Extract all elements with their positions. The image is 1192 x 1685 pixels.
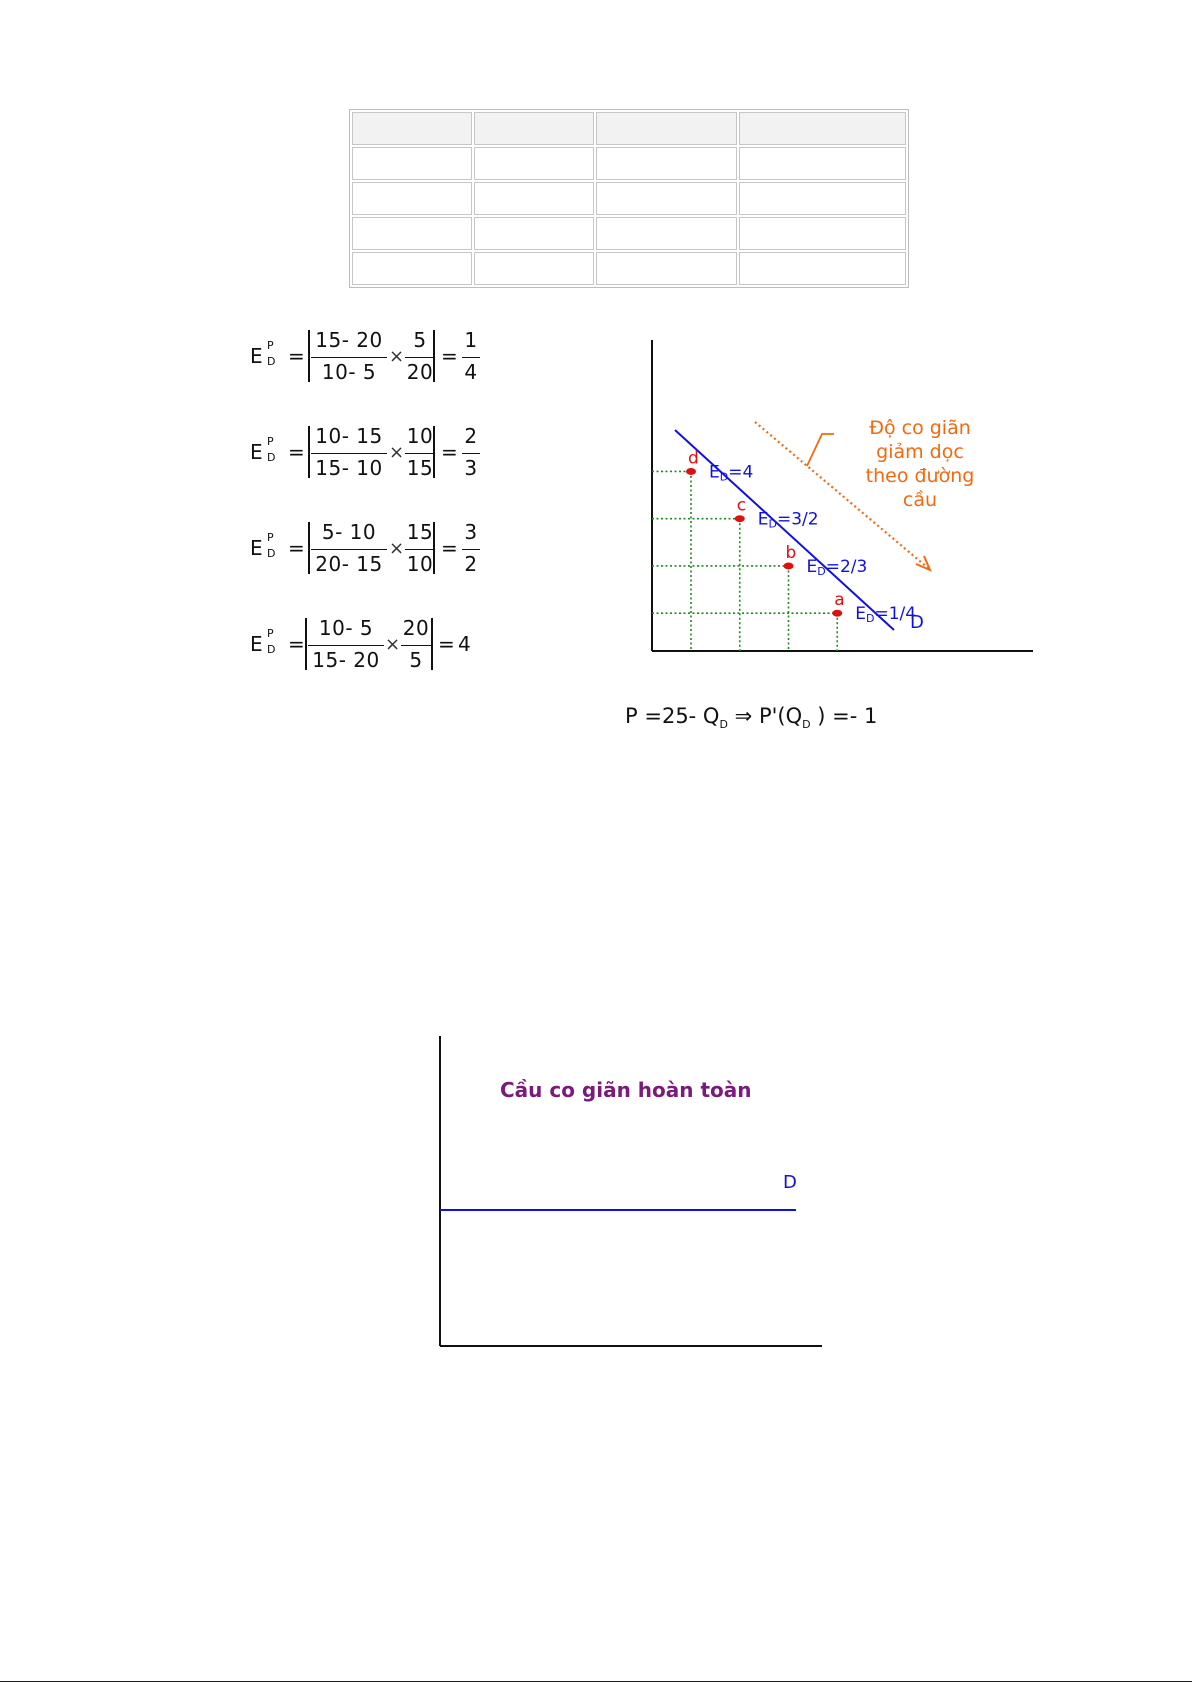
numerator: 5- 10	[321, 520, 377, 544]
table-cell	[739, 182, 906, 215]
annotation-pointer	[807, 434, 834, 466]
elasticity-label-c: ED=3/2	[757, 509, 819, 531]
eq-sub-2: D	[802, 718, 811, 732]
chart-title: Cầu co giãn hoàn toàn	[500, 1078, 752, 1102]
elasticity-formula-4	[248, 614, 488, 674]
elasticity-symbol	[248, 518, 292, 578]
eq-sub-1: D	[719, 718, 728, 732]
table-cell	[739, 252, 906, 285]
elasticity-symbol	[248, 326, 292, 386]
numerator: 10- 15	[315, 424, 383, 448]
denominator: 20- 15	[315, 552, 383, 576]
formula-sup: P	[267, 339, 274, 352]
eq-p: P	[625, 704, 638, 728]
formula-sup: P	[267, 435, 274, 448]
table-row	[352, 217, 906, 250]
formula-sub: D	[267, 643, 276, 656]
table-row	[352, 252, 906, 285]
elasticity-chart	[600, 330, 1040, 660]
equals-sign: =	[288, 632, 305, 656]
implies-icon: ⇒	[734, 704, 753, 728]
denominator: 15- 20	[312, 648, 380, 672]
table-header-row	[352, 112, 906, 145]
table-row	[352, 147, 906, 180]
annotation-line-4: cầu	[902, 489, 938, 511]
abs-bar-left	[305, 618, 307, 670]
denominator: 20	[406, 360, 434, 384]
formula-base: E	[250, 632, 263, 656]
result-value: 4	[458, 632, 471, 656]
denominator: 5	[409, 648, 423, 672]
page-bottom-rule	[0, 1681, 1192, 1682]
eq-p-prime: P'(Q	[758, 704, 803, 728]
point-label-a: a	[834, 590, 845, 611]
table-cell	[474, 147, 594, 180]
abs-bar-right	[433, 522, 435, 574]
denominator: 10- 5	[321, 360, 377, 384]
table-cell	[596, 252, 737, 285]
point-a	[832, 610, 842, 617]
formula-base: E	[250, 344, 263, 368]
times-sign: ×	[389, 346, 405, 367]
times-sign: ×	[389, 538, 405, 559]
times-sign: ×	[385, 634, 401, 655]
point-b	[784, 562, 794, 569]
numerator: 20	[402, 616, 430, 640]
equals-sign: =	[288, 344, 305, 368]
demand-equation	[625, 704, 877, 731]
formula-sub: D	[267, 547, 276, 560]
equals-sign: =	[441, 536, 458, 560]
table-cell	[474, 252, 594, 285]
table-row	[352, 182, 906, 215]
point-label-b: b	[785, 542, 797, 563]
demand-curve	[675, 430, 894, 630]
annotation-line-2: giảm dọc	[876, 441, 964, 463]
eq-part-1: =25- Q	[644, 704, 720, 728]
formula-base: E	[250, 536, 263, 560]
numerator: 10- 5	[318, 616, 374, 640]
denominator: 4	[464, 360, 478, 384]
abs-bar-left	[308, 330, 310, 382]
equals-sign: =	[288, 440, 305, 464]
denominator: 15- 10	[315, 456, 383, 480]
abs-bar-left	[308, 522, 310, 574]
table-cell	[739, 147, 906, 180]
table-cell	[474, 182, 594, 215]
point-label-c: c	[736, 495, 747, 516]
formula-sub: D	[267, 355, 276, 368]
formula-sup: P	[267, 627, 274, 640]
elasticity-formula-2	[248, 422, 488, 482]
formula-base: E	[250, 440, 263, 464]
table-cell	[596, 147, 737, 180]
numerator: 2	[464, 424, 478, 448]
annotation-line-3: theo đường	[865, 465, 975, 487]
table-cell	[352, 252, 472, 285]
equals-sign: =	[288, 536, 305, 560]
table-cell	[352, 147, 472, 180]
table-cell	[352, 182, 472, 215]
elasticity-symbol	[248, 614, 292, 674]
table-cell	[352, 217, 472, 250]
denominator: 10	[406, 552, 434, 576]
abs-bar-right	[433, 426, 435, 478]
elasticity-symbol	[248, 422, 292, 482]
table-cell	[596, 217, 737, 250]
equals-sign: =	[441, 440, 458, 464]
denominator: 15	[406, 456, 434, 480]
equals-sign: =	[438, 632, 455, 656]
table-cell	[739, 217, 906, 250]
table-cell	[474, 112, 594, 145]
equals-sign: =	[441, 344, 458, 368]
numerator: 15	[406, 520, 434, 544]
formula-sub: D	[267, 451, 276, 464]
point-c	[735, 515, 745, 522]
times-sign: ×	[389, 442, 405, 463]
data-table	[349, 109, 909, 288]
abs-bar-right	[433, 330, 435, 382]
numerator: 5	[413, 328, 427, 352]
elasticity-formula-3	[248, 518, 488, 578]
numerator: 15- 20	[315, 328, 383, 352]
table-cell	[596, 182, 737, 215]
elasticity-label-a: ED=1/4	[855, 604, 917, 626]
denominator: 2	[464, 552, 478, 576]
point-d	[686, 468, 696, 475]
table-cell	[739, 112, 906, 145]
eq-tail: ) =- 1	[817, 704, 878, 728]
numerator: 1	[464, 328, 478, 352]
table-cell	[352, 112, 472, 145]
denominator: 3	[464, 456, 478, 480]
annotation-line-1: Độ co giãn	[869, 417, 971, 439]
table-cell	[596, 112, 737, 145]
demand-label: D	[910, 612, 924, 633]
numerator: 10	[406, 424, 434, 448]
elasticity-formula-1	[248, 326, 488, 386]
numerator: 3	[464, 520, 478, 544]
elasticity-label-b: ED=2/3	[806, 556, 868, 578]
abs-bar-left	[308, 426, 310, 478]
point-label-d: d	[688, 448, 699, 469]
demand-label: D	[783, 1172, 797, 1193]
perfectly-elastic-chart	[420, 1030, 840, 1355]
table-cell	[474, 217, 594, 250]
abs-bar-right	[431, 618, 433, 670]
formula-sup: P	[267, 531, 274, 544]
elasticity-label-d: ED=4	[709, 462, 754, 484]
